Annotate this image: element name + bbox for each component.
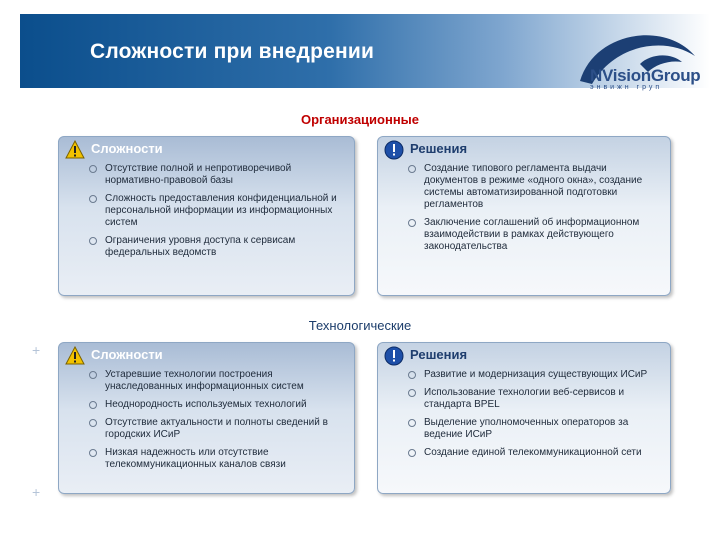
company-logo-subtitle: энвижн груп (590, 84, 663, 91)
tech-problems-heading: Сложности (91, 347, 163, 362)
list-item: Выделение уполномоченных операторов за ведение ИСиР (406, 417, 662, 441)
bullet-icon (408, 165, 416, 173)
decorative-plus-icon: + (32, 342, 41, 358)
tech-problems-list (87, 369, 346, 477)
page-title: Сложности при внедрении (90, 40, 375, 63)
bullet-icon (89, 371, 97, 379)
list-item: Низкая надежность или отсутствие телекоммуникационных каналов связи (87, 447, 346, 471)
list-item: Заключение соглашений об информационном взаимодействии в рамках действующего законодательства (406, 217, 662, 253)
list-item: Сложность предоставления конфиденциальной и персональной информации из информационных систем (87, 193, 346, 229)
bullet-icon (408, 219, 416, 227)
tech-solutions-list (406, 369, 662, 465)
section-title-technological: Технологические (308, 318, 412, 333)
company-logo: NVisionGroup (590, 66, 701, 85)
list-item: Развитие и модернизация существующих ИСиР (406, 369, 662, 381)
list-item: Использование технологии веб-сервисов и стандарта BPEL (406, 387, 662, 411)
org-solutions-heading: Решения (410, 141, 468, 156)
list-item: Ограничения уровня доступа к сервисам федеральных ведомств (87, 235, 346, 259)
bullet-icon (89, 419, 97, 427)
warning-icon (65, 346, 85, 366)
bullet-icon (408, 419, 416, 427)
list-item: Отсутствие актуальности и полноты сведений в городских ИСиР (87, 417, 346, 441)
org-solutions-list (406, 163, 662, 259)
list-item: Устаревшие технологии построения унаследованных информационных систем (87, 369, 346, 393)
org-solutions-panel (377, 136, 671, 296)
bullet-icon (408, 389, 416, 397)
bullet-icon (89, 165, 97, 173)
list-item: Неоднородность используемых технологий (87, 399, 346, 411)
bullet-icon (408, 449, 416, 457)
bullet-icon (89, 401, 97, 409)
bullet-icon (89, 449, 97, 457)
bullet-icon (89, 195, 97, 203)
tech-solutions-heading: Решения (410, 347, 468, 362)
org-problems-panel (58, 136, 355, 296)
section-title-organizational: Организационные (300, 112, 420, 127)
list-item: Создание единой телекоммуникационной сети (406, 447, 662, 459)
tech-solutions-panel (377, 342, 671, 494)
info-icon (384, 346, 404, 366)
list-item: Создание типового регламента выдачи документов в режиме «одного окна», создание системы автоматизированной подготовки регламентов (406, 163, 662, 211)
warning-icon (65, 140, 85, 160)
org-problems-list (87, 163, 346, 265)
tech-problems-panel (58, 342, 355, 494)
info-icon (384, 140, 404, 160)
bullet-icon (408, 371, 416, 379)
list-item: Отсутствие полной и непротиворечивой нормативно-правовой базы (87, 163, 346, 187)
org-problems-heading: Сложности (91, 141, 163, 156)
bullet-icon (89, 237, 97, 245)
decorative-plus-icon: + (32, 484, 41, 500)
